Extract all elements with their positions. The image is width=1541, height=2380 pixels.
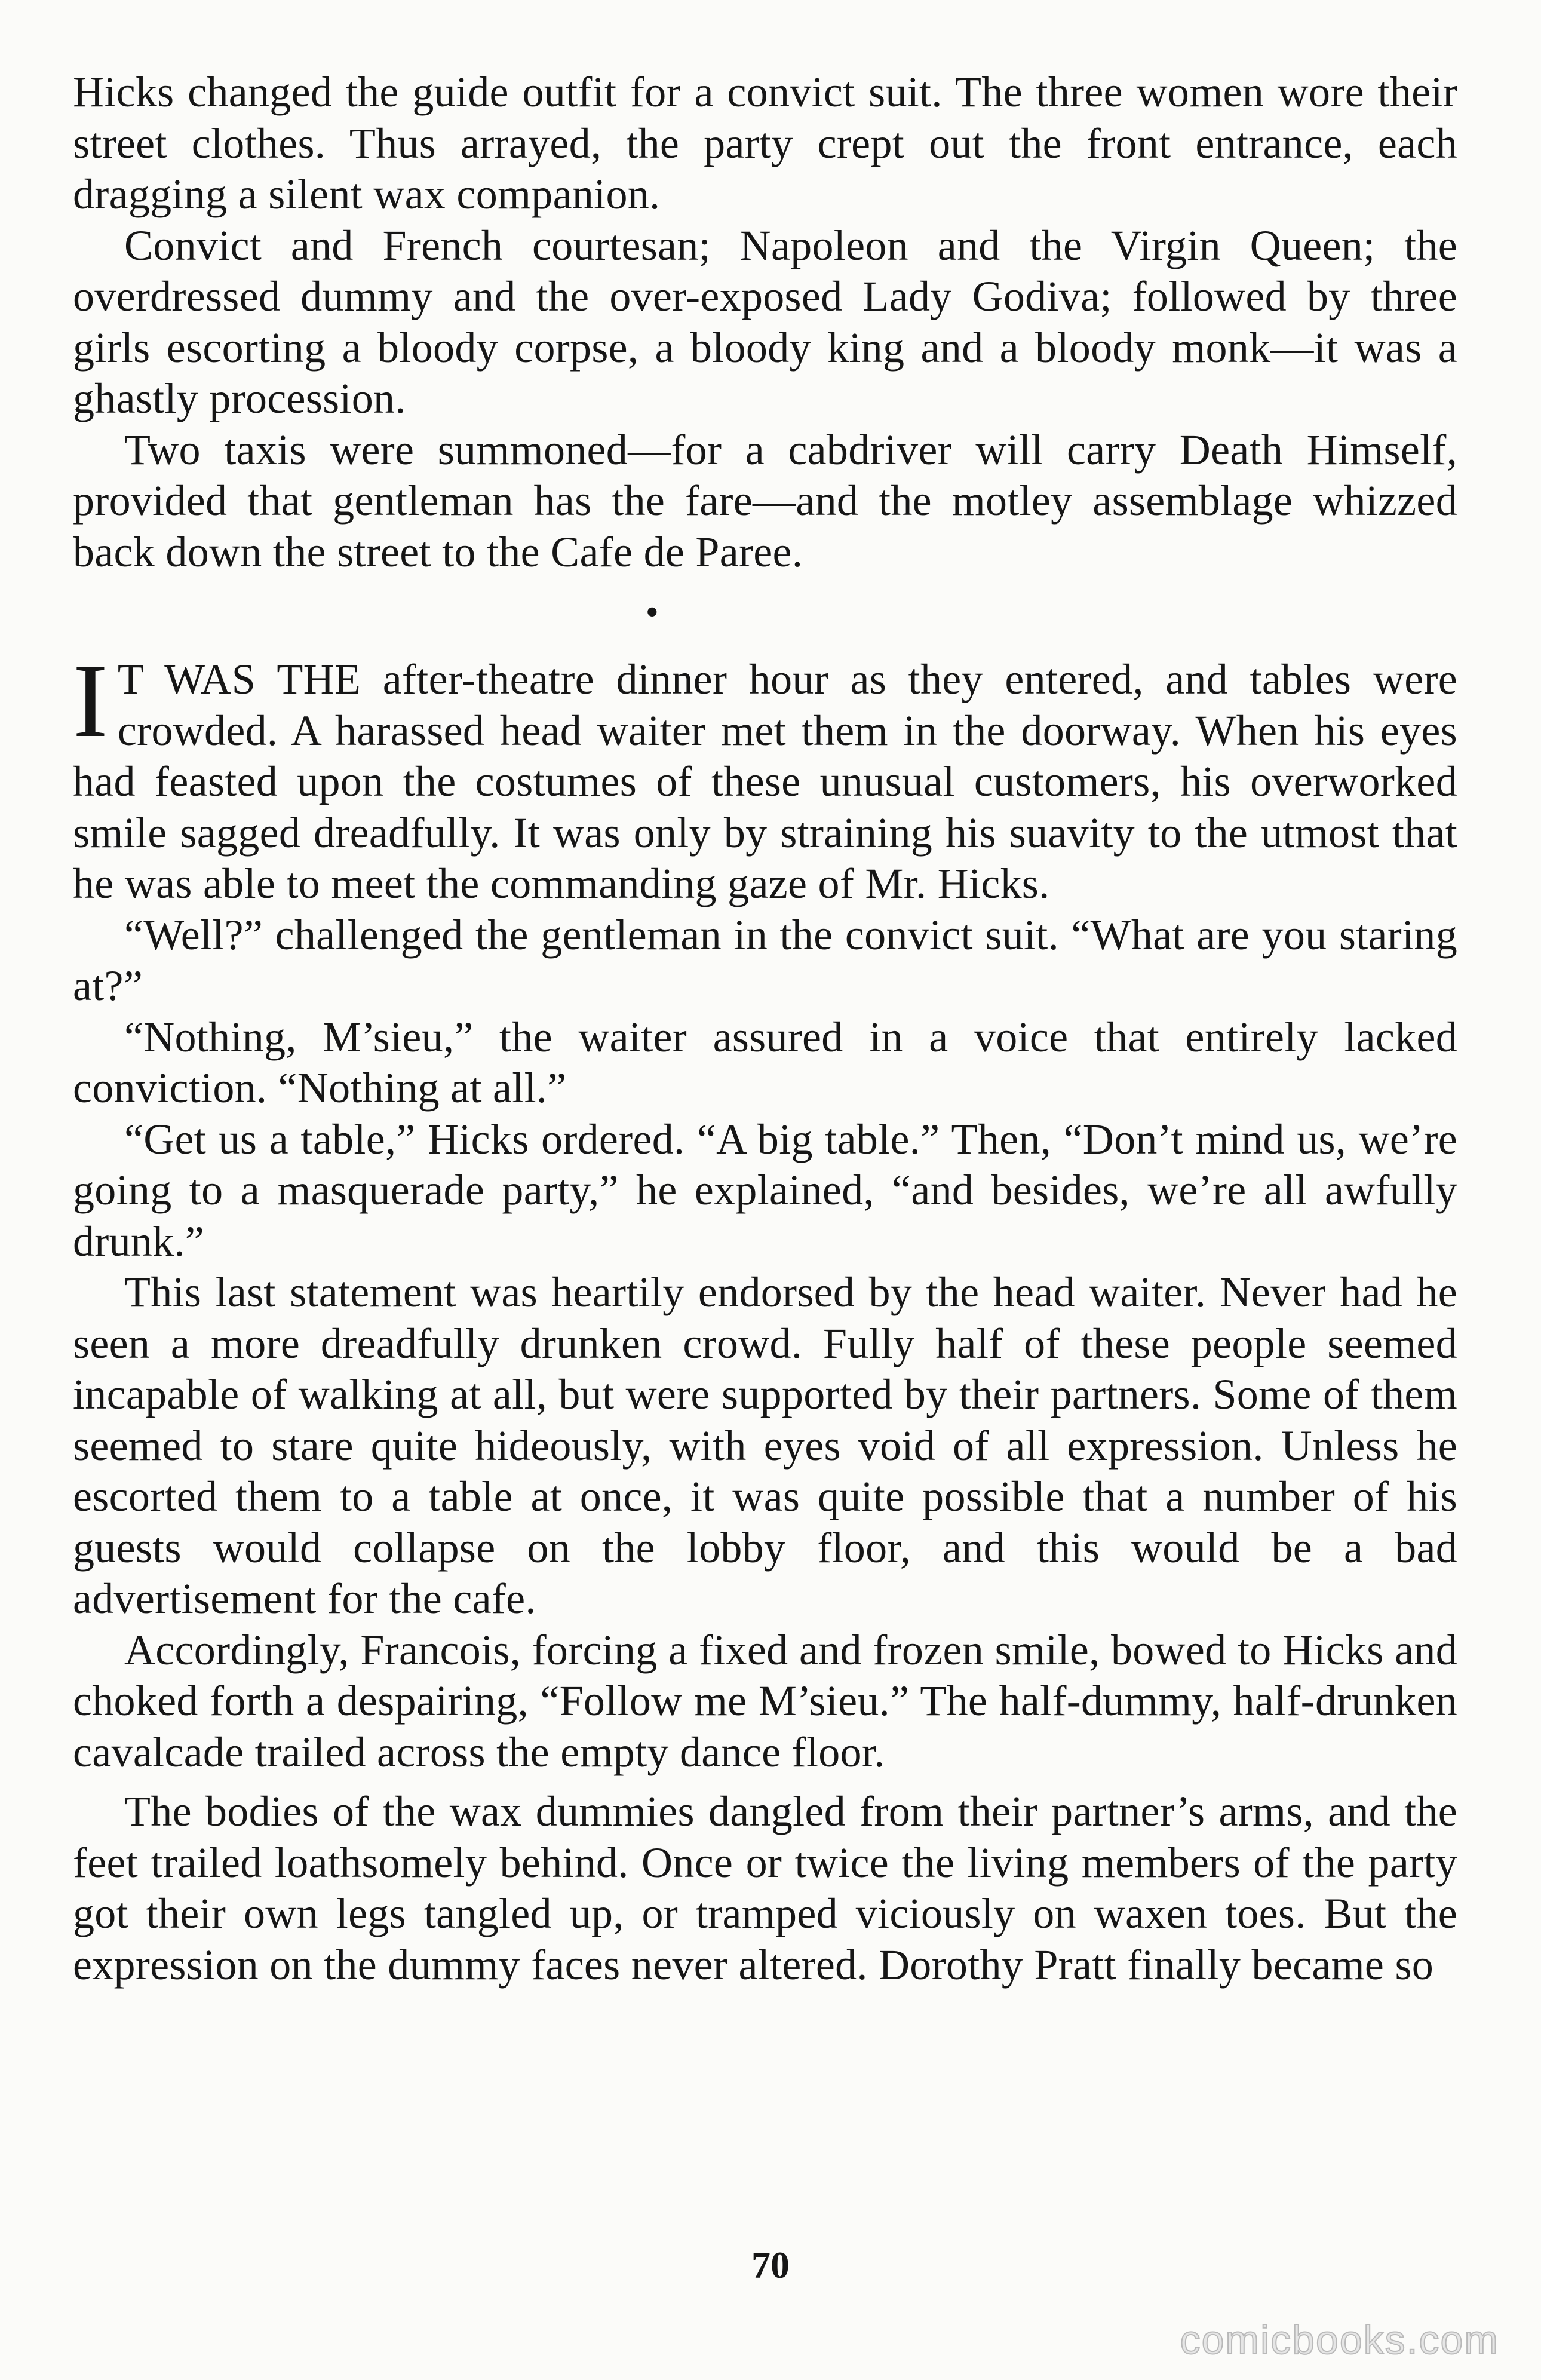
paragraph-8: Accordingly, Francois, forcing a fixed and frozen smile, bowed to Hicks and choked forth a despairing, “Follow me M’sieu.” The half-dummy, half-drunken cavalcade trailed across the empty dance floor. xyxy=(73,1625,1457,1776)
paragraph-9: The bodies of the wax dummies dangled from their partner’s arms, and the feet trailed loathsomely behind. Once or twice the living members of the party got their own legs tangled up, or tramped viciously on waxen toes. But the expression on the dummy faces never altered. Dorothy Pratt finally became so xyxy=(73,1787,1457,1989)
section-first-paragraph xyxy=(73,643,1457,910)
section-first-paragraph-text: T WAS THE after-theatre dinner hour as they entered, and tables were crowded. A harassed head waiter met them in the doorway. When his eyes had feasted upon the costumes of these unusual customers, his overworked smile sagged dreadfully. It was only by straining his suavity to the utmost that he was able to meet the commanding gaze of Mr. Hicks. xyxy=(73,655,1457,907)
section-two xyxy=(73,643,1457,1991)
paragraph-2: Convict and French courtesan; Napoleon and the Virgin Queen; the overdressed dummy and the over-exposed Lady Godiva; followed by three girls escorting a bloody corpse, a bloody king and a bloody monk—it was a ghastly procession. xyxy=(73,221,1457,422)
paragraph-4: “Well?” challenged the gentleman in the convict suit. “What are you staring at?” xyxy=(73,910,1457,1010)
section-break-ornament: • xyxy=(646,594,658,631)
watermark: comicbooks.com xyxy=(1180,2317,1499,2363)
paragraph-6: “Get us a table,” Hicks ordered. “A big table.” Then, “Don’t mind us, we’re going to a masquerade party,” he explained, “and besides, we’re all awfully drunk.” xyxy=(73,1115,1457,1265)
paragraph-5: “Nothing, M’sieu,” the waiter assured in a voice that entirely lacked conviction. “Nothing at all.” xyxy=(73,1013,1457,1112)
page-body xyxy=(73,67,1457,1991)
paragraph-7: This last statement was heartily endorsed by the head waiter. Never had he seen a more dreadfully drunken crowd. Fully half of these people seemed incapable of walking at all, but were supported by their partners. Some of them seemed to stare quite hideously, with eyes void of all expression. Unless he escorted them to a table at once, it was quite possible that a number of his guests would collapse on the lobby floor, and this would be a bad advertisement for the cafe. xyxy=(73,1268,1457,1623)
drop-cap: I xyxy=(73,643,108,759)
page-number: 70 xyxy=(751,2244,790,2286)
section-break xyxy=(73,578,1457,654)
paragraph-1: Hicks changed the guide outfit for a convict suit. The three women wore their street clothes. Thus arrayed, the party crept out the front entrance, each dragging a silent wax companion. xyxy=(73,68,1457,218)
paragraph-3: Two taxis were summoned—for a cabdriver will carry Death Himself, provided that gentleman has the fare—and the motley assemblage whizzed back down the street to the Cafe de Paree. xyxy=(73,425,1457,576)
